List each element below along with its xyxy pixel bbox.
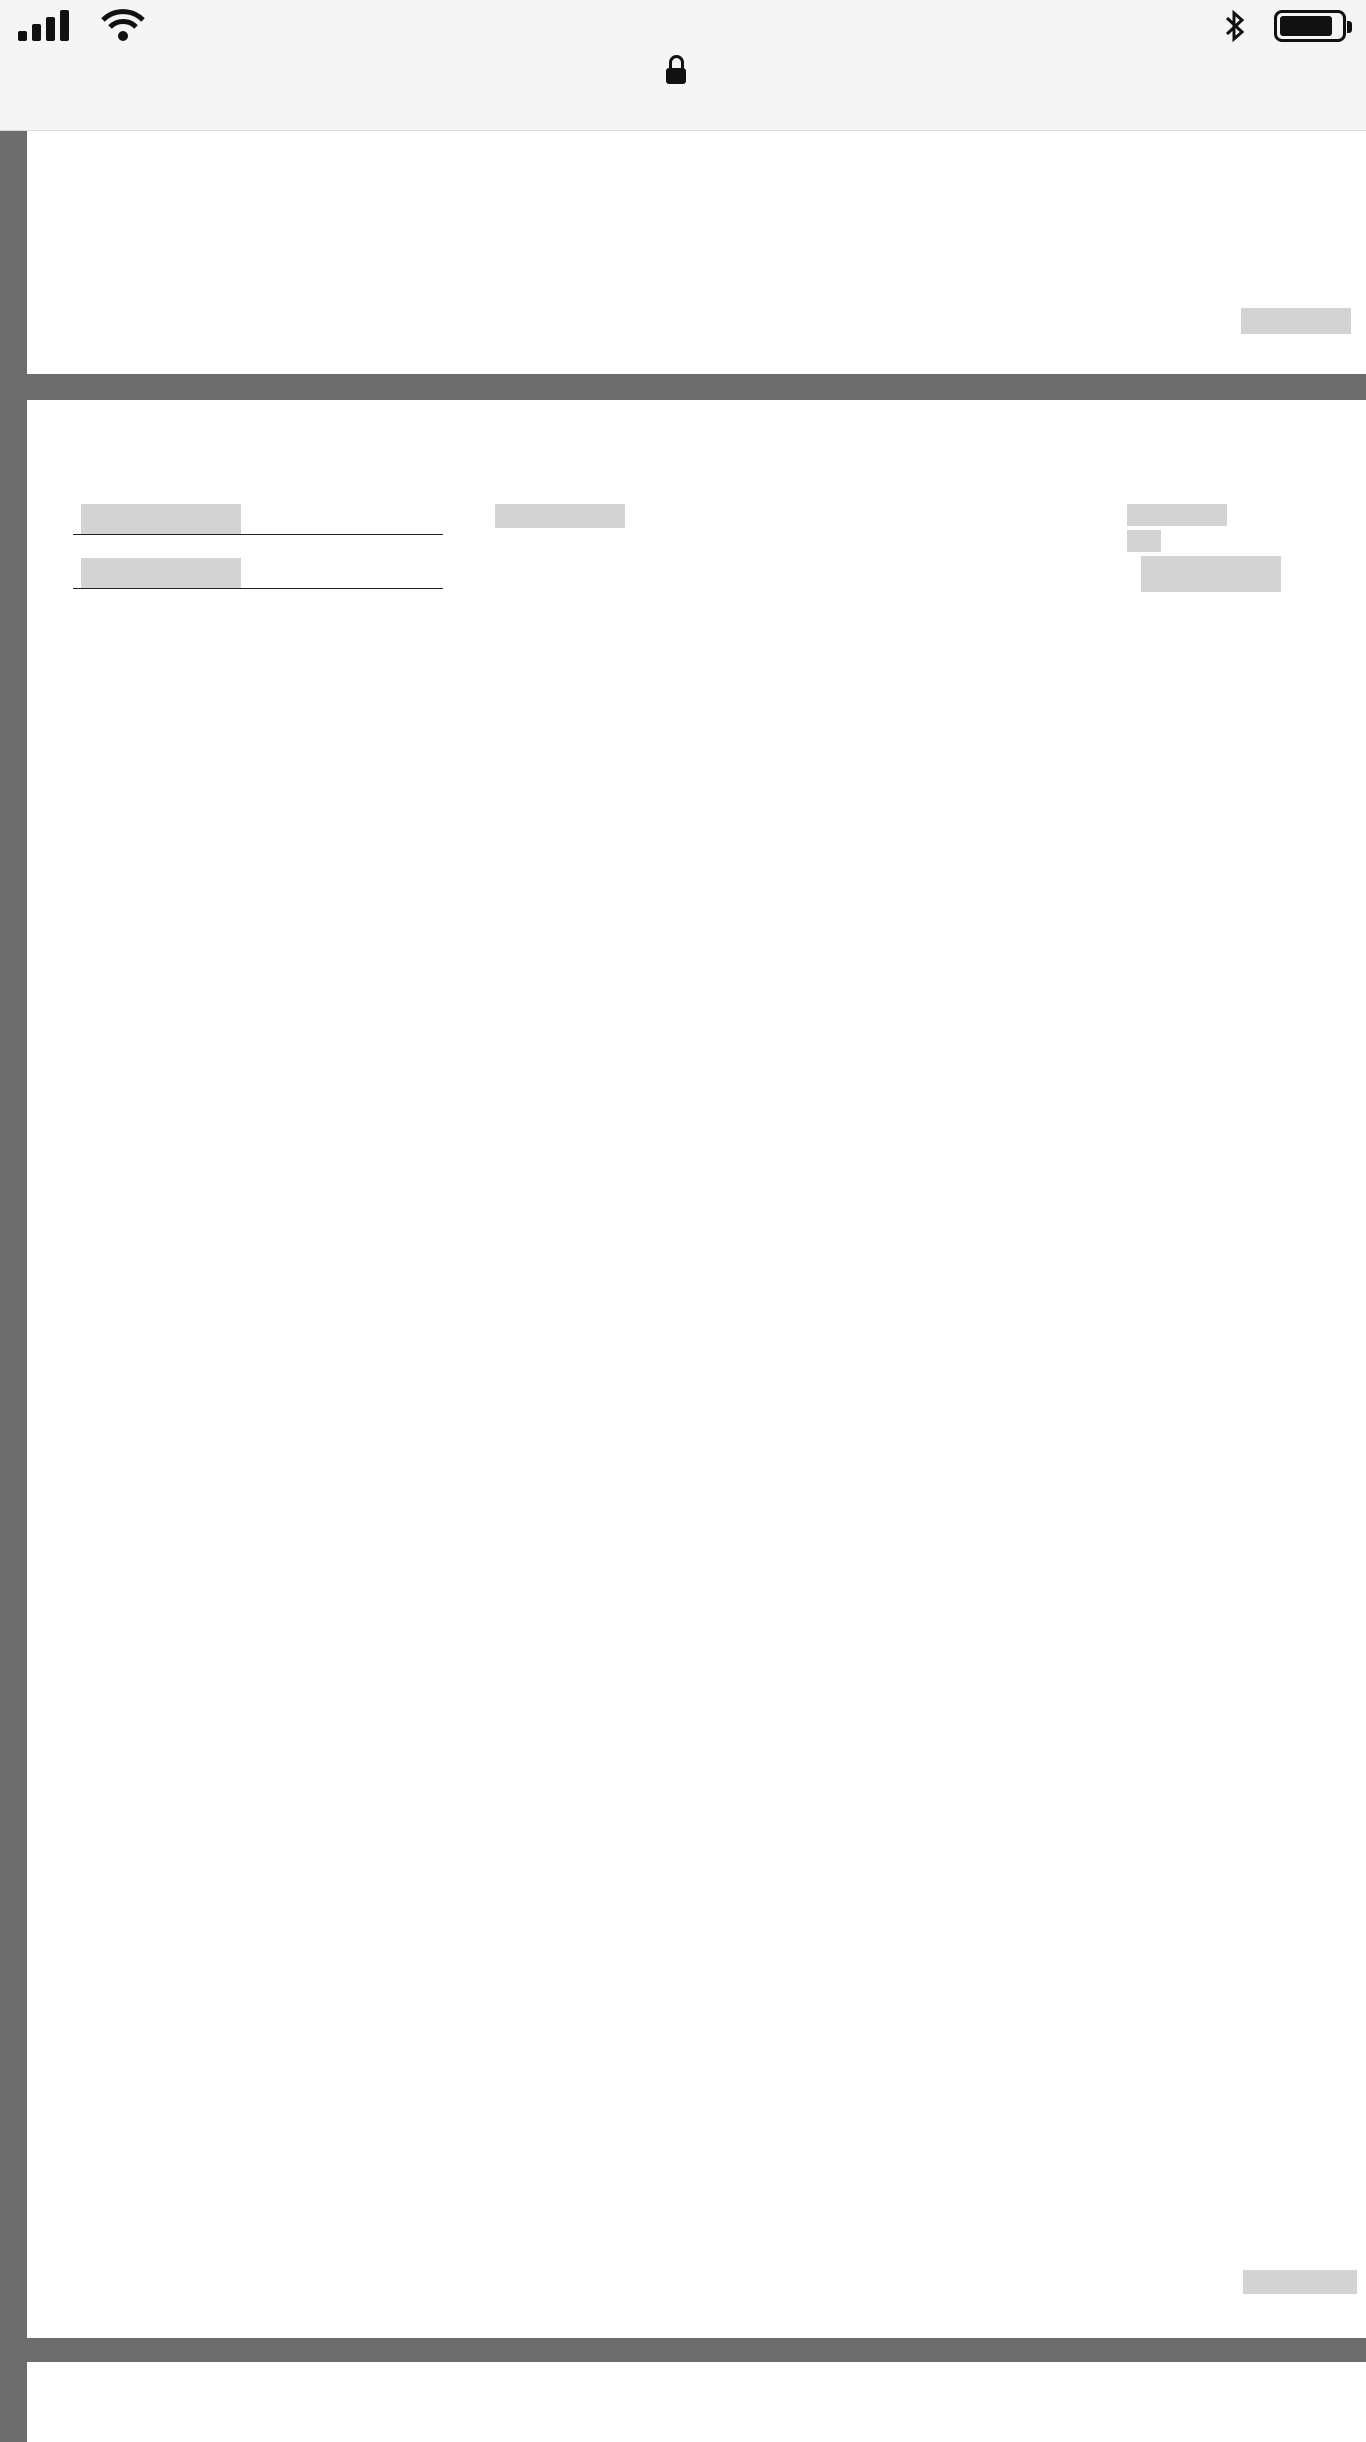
address-bar[interactable] [0, 62, 1366, 78]
staff [1127, 504, 1227, 526]
bluetooth-icon [1224, 8, 1246, 44]
wifi-icon [101, 8, 145, 42]
ceremony-venue [480, 540, 490, 559]
issued-mask [1127, 530, 1161, 552]
status-right [1224, 8, 1346, 44]
page-number-mask [1243, 2270, 1357, 2294]
lock-icon [666, 68, 686, 84]
page-previous [27, 130, 1366, 374]
groom-line [73, 504, 443, 535]
issued-date [1127, 530, 1161, 552]
status-bar [0, 0, 1366, 131]
page-next [27, 2362, 1366, 2442]
bride-line [73, 558, 443, 589]
staff-mask [1127, 504, 1227, 526]
signal-icon [18, 9, 69, 41]
battery-icon [1274, 10, 1346, 42]
groom-name-mask [81, 504, 241, 534]
status-left [18, 8, 145, 42]
reception-venue [480, 576, 490, 595]
ceremony-date [480, 504, 625, 528]
quote-number [1127, 556, 1281, 592]
page-number-mask [1241, 308, 1351, 334]
date-mask [495, 504, 625, 528]
page-estimate [27, 400, 1366, 2338]
quote-no-mask [1141, 556, 1281, 592]
bride-name-mask [81, 558, 241, 588]
